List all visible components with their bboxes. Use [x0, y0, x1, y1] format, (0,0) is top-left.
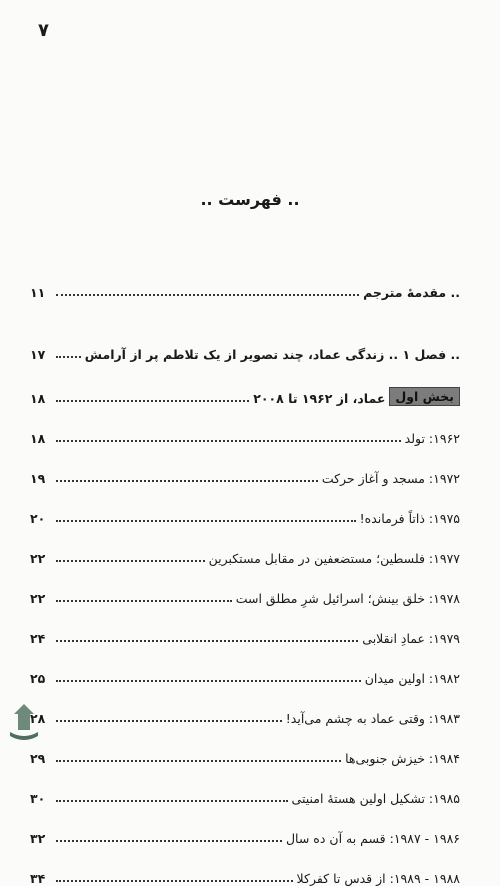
- part-label: بخش اول: [389, 387, 460, 406]
- toc-entry-page: ۲۴: [30, 631, 46, 646]
- toc-entry-label: ۱۹۸۸ - ۱۹۸۹: از قدس تا کفرکلا: [296, 871, 460, 886]
- dot-leader: [56, 720, 282, 722]
- toc-entry-page: ۳۴: [30, 871, 46, 886]
- dot-leader: [56, 640, 358, 642]
- toc-entry-page: ۱۸: [30, 431, 46, 446]
- toc-entry: [30, 791, 460, 806]
- toc-entry-label: ۱۹۸۵: تشکیل اولین هستهٔ امنیتی: [291, 791, 460, 806]
- toc-entry-label: .. فصل ۱ .. زندگی عماد، چند تصویر از یک تلاطم پر از آرامش: [84, 347, 460, 362]
- toc-entry: [30, 285, 460, 300]
- toc-entry: [30, 831, 460, 846]
- toc-entry-label: ۱۹۸۴: خیزش جنوبی‌ها: [345, 751, 460, 766]
- dot-leader: [56, 400, 249, 402]
- dot-leader: [56, 440, 401, 442]
- toc-entry-page: ۳۲: [30, 831, 46, 846]
- dot-leader: [56, 800, 288, 802]
- toc-entry: [30, 871, 460, 886]
- toc-entry-page: ۱۹: [30, 471, 46, 486]
- toc-title: .. فهرست ..: [200, 190, 300, 209]
- toc-entry: [30, 551, 460, 566]
- toc-entry-page: ۲۲: [30, 591, 46, 606]
- dot-leader: [56, 356, 81, 358]
- dot-leader: [56, 600, 232, 602]
- toc-entry-page: ۲۸: [30, 711, 46, 726]
- dot-leader: [56, 294, 359, 296]
- toc-entry-page: ۱۸: [30, 391, 46, 406]
- toc-entry-label: .. مقدمهٔ مترجم: [363, 285, 460, 300]
- toc-entry-label: ۱۹۶۲: تولد: [404, 431, 460, 446]
- toc-entry-page: ۲۲: [30, 551, 46, 566]
- page-number: ۷: [38, 20, 49, 41]
- table-of-contents: [30, 285, 460, 886]
- toc-entry: [30, 671, 460, 686]
- toc-entry-label: ۱۹۷۷: فلسطین؛ مستضعفین در مقابل مستکبرین: [208, 551, 460, 566]
- dot-leader: [56, 560, 205, 562]
- toc-entry-page: ۱۷: [30, 347, 46, 362]
- toc-entry-page: ۳۰: [30, 791, 46, 806]
- toc-entry-page: ۲۰: [30, 511, 46, 526]
- toc-entry: [30, 711, 460, 726]
- dot-leader: [56, 480, 318, 482]
- toc-entry-label: عماد، از ۱۹۶۲ تا ۲۰۰۸: [253, 391, 386, 406]
- dot-leader: [56, 880, 293, 882]
- toc-entry: [30, 591, 460, 606]
- toc-entry-label: ۱۹۷۵: ذاتاً فرمانده!: [359, 511, 460, 526]
- dot-leader: [56, 520, 356, 522]
- dot-leader: [56, 840, 282, 842]
- dot-leader: [56, 760, 341, 762]
- publisher-logo-icon: [4, 700, 44, 744]
- toc-entry-page: ۲۵: [30, 671, 46, 686]
- toc-entry: [30, 471, 460, 486]
- toc-entry-label: ۱۹۷۹: عمادِ انقلابی: [362, 631, 460, 646]
- dot-leader: [56, 680, 361, 682]
- toc-entry-label: ۱۹۸۳: وقتی عماد به چشم می‌آید!: [285, 711, 460, 726]
- toc-entry: [30, 631, 460, 646]
- toc-entry-label: ۱۹۷۸: خلق بینش؛ اسرائیل شرِ مطلق است: [235, 591, 460, 606]
- toc-entry: [30, 511, 460, 526]
- toc-entry-page: ۱۱: [30, 285, 46, 300]
- toc-entry-label: ۱۹۸۶ - ۱۹۸۷: قسم به آن ده سال: [285, 831, 460, 846]
- toc-entry-label: ۱۹۷۲: مسجد و آغاز حرکت: [321, 471, 460, 486]
- toc-entry: [30, 387, 460, 406]
- toc-entry: [30, 431, 460, 446]
- toc-entry-label: ۱۹۸۲: اولین میدان: [364, 671, 460, 686]
- toc-entry: [30, 751, 460, 766]
- toc-entry-page: ۲۹: [30, 751, 46, 766]
- toc-entry: [30, 347, 460, 362]
